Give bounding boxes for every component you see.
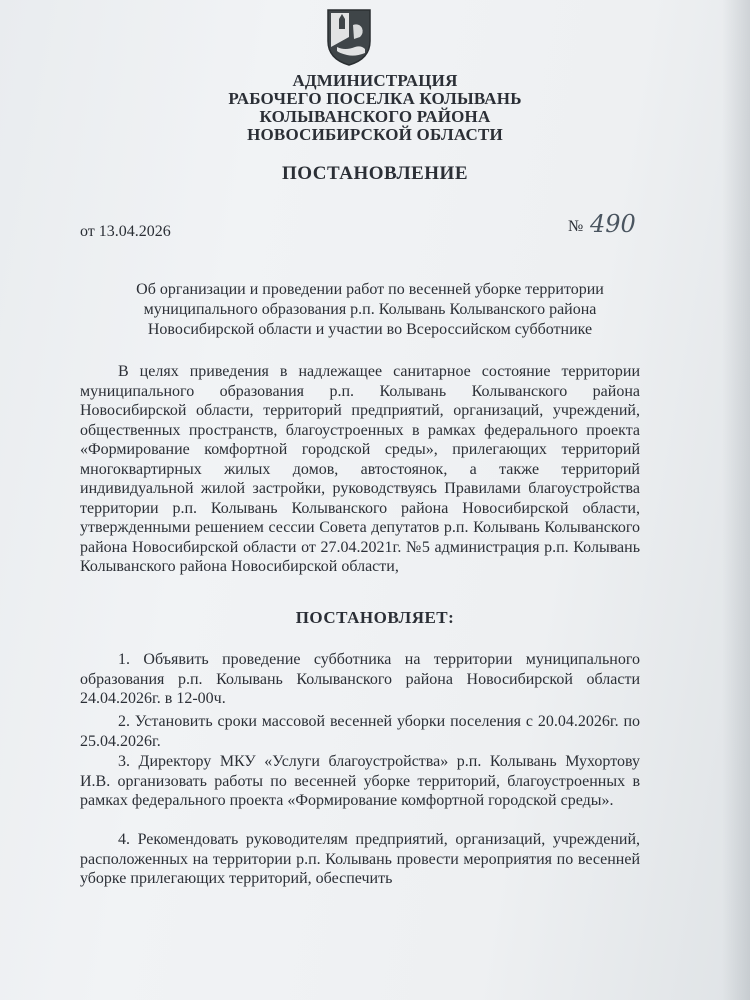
list-item xyxy=(80,830,640,889)
header-line-4: НОВОСИБИРСКОЙ ОБЛАСТИ xyxy=(247,125,503,144)
subject-line: муниципального образования р.п. Колывань Колыванского района xyxy=(143,301,597,318)
subject-line: Об организации и проведении работ по весенней уборке территории xyxy=(136,281,604,298)
list-item xyxy=(80,752,640,811)
document-title: ПОСТАНОВЛЕНИЕ xyxy=(281,163,469,184)
preamble-paragraph xyxy=(80,362,640,577)
header-line-1: АДМИНИСТРАЦИЯ xyxy=(292,71,458,90)
document-date: от 13.04.2026 xyxy=(80,223,171,240)
header-line-2: РАБОЧЕГО ПОСЕЛКА КОЛЫВАНЬ xyxy=(228,89,522,108)
preamble-text: В целях приведения в надлежащее санитарное состояние территории муниципального образования р.п. Колывань Колыванского района Новосибирской области, территорий предприятий, организаций, учреждений, общественных пространств, благоустроенных в рамках федерального проекта «Формирование комфортной городской среды», прилегающих территорий многоквартирных жилых домов, автостоянок, а также территорий индивидуальной жилой застройки, руководствуясь Правилами благоустройства территории р.п. Колывань Колыванского района Новосибирской области, утвержденными решением сессии Совета депутатов р.п. Колывань Колыванского района Новосибирской области от 27.04.2021г. №5 администрация р.п. Колывань Колыванского района Новосибирской области, xyxy=(80,363,640,575)
decree-heading: ПОСТАНОВЛЯЕТ: xyxy=(295,608,455,627)
number-label: № xyxy=(568,218,584,235)
item-text-2: 2. Установить сроки массовой весенней уборки поселения с 20.04.2026г. по 25.04.2026г. xyxy=(80,713,640,750)
coat-of-arms-icon xyxy=(325,7,373,67)
list-item xyxy=(80,712,640,751)
subject-line: Новосибирской области и участии во Всероссийском субботнике xyxy=(147,321,593,338)
item-text-4: 4. Рекомендовать руководителям предприятий, организаций, учреждений, расположенных на территории р.п. Колывань провести мероприятия по весенней уборке прилегающих территорий, обеспечить xyxy=(80,831,640,887)
document-subject xyxy=(100,280,640,340)
item-text-1: 1. Объявить проведение субботника на территории муниципального образования р.п. Колывань Колыванского района Новосибирской области 24.04.2026г. в 12-00ч. xyxy=(80,651,640,707)
header-line-3: КОЛЫВАНСКОГО РАЙОНА xyxy=(259,107,491,126)
item-text-3: 3. Директору МКУ «Услуги благоустройства» р.п. Колывань Мухортову И.В. организовать работы по весенней уборке территорий, благоустроенных в рамках федерального проекта «Формирование комфортной городской среды». xyxy=(80,753,640,809)
list-item xyxy=(80,650,640,709)
page-edge-shadow xyxy=(722,0,750,1000)
document-number: 490 xyxy=(590,210,636,238)
